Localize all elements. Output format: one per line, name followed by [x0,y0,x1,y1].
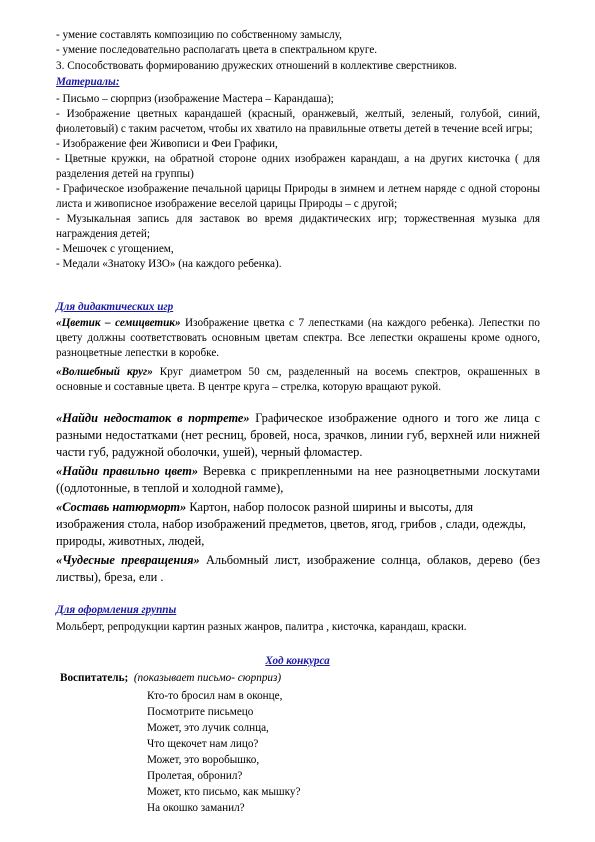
didactic-heading: Для дидактических игр [56,301,174,313]
game-title: «Волшебный круг» [56,366,153,378]
stage-direction: (показывает письмо- сюрприз) [133,672,282,684]
skill-item: - умение составлять композицию по собственному замыслу, [56,29,342,41]
material-item: - Цветные кружки, на обратной стороне одних изображен карандаш, а на других кисточка ( для разделения детей на группы) [56,153,540,180]
poem-line: На окошко заманил? [147,802,245,814]
game-description: Изображение цветка с 7 лепестками (на каждого ребенка). Лепестки по цвету должны соответствовать основным цветам спектра. Все лепестки окрашены кроме одного, разноцветные лепестки в коробке. [56,317,540,359]
material-item: - Мешочек с угощением, [56,243,174,255]
speaker-name: Воспитатель; [60,672,129,684]
game-description: Картон, набор полосок разной ширины и высоты, для изображения стола, набор изображений предметов, цветов, ягод, грибов , слади, одежды, природы, животных, людей, [56,500,527,548]
material-item: - Письмо – сюрприз (изображение Мастера – Карандаша); [56,93,334,105]
game-cvetik [56,316,540,361]
material-item: - Изображение цветных карандашей (красный, оранжевый, желтый, зеленый, голубой, синий, фиолетовый) с таким расчетом, чтобы их хватило на правильные ответы детей в течение всей игры; [56,108,540,135]
game-description: Круг диаметром 50 см, разделенный на восемь спектров, окрашенных в основные и составные цвета. В центре круга – стрелка, которую вращают рукой. [56,366,540,393]
poem-line: Может, это воробышко, [147,754,260,766]
game-volshebny-krug [56,365,540,395]
poem-line: Может, это лучик солнца, [147,722,269,734]
game-prevrashcheniya [56,552,540,586]
skill-item: - умение последовательно располагать цвета в спектральном круге. [56,44,378,56]
materials-heading: Материалы: [56,76,120,88]
material-item: - Медали «Знатоку ИЗО» (на каждого ребенка). [56,258,282,270]
poem-line: Посмотрите письмецо [147,706,254,718]
game-title: «Найди правильно цвет» [56,464,199,478]
game-description: Веревка с прикрепленными на нее разноцветными лоскутами ((одлотонные, в теплой и холодной гамме), [56,464,540,495]
poem-line: Пролетая, обронил? [147,770,243,782]
decor-text: Мольберт, репродукции картин разных жанров, палитра , кисточка, карандаш, краски. [56,621,467,633]
game-title: «Чудесные превращения» [56,553,200,567]
material-item: - Графическое изображение печальной царицы Природы в зимнем и летнем наряде с одной стороны листа и живописное изображение веселой царицы Природы – с другой; [56,183,540,210]
poem-line: Может, кто письмо, как мышку? [147,786,301,798]
material-item: - Изображение феи Живописи и Феи Графики, [56,138,278,150]
materials-list [56,92,540,272]
game-description: Альбомный лист, изображение солнца, облаков, дерево (без листвы), бреза, ели . [56,553,541,584]
poem-line: Что щекочет нам лицо? [147,738,259,750]
game-title: «Составь натюрморт» [56,500,187,514]
skills-list [56,28,540,58]
poem [147,688,447,816]
game-pravilno-cvet [56,463,540,497]
contest-heading: Ход конкурса [265,655,330,667]
speaker-line [60,671,544,686]
game-description: Графическое изображение одного и того же лица с разными недостатками (нет ресниц, бровей, носа, зрачков, линии губ, верхней или нижней части губ, радужной оболочки, ушей), черный фломастер. [56,411,540,459]
game-title: «Найди недостаток в портрете» [56,411,250,425]
game-portrait [56,410,540,461]
decor-heading: Для оформления группы [56,604,177,616]
poem-line: Кто-то бросил нам в оконце, [147,690,283,702]
game-title: «Цветик – семицветик» [56,317,181,329]
goal-3: 3. Способствовать формированию дружеских отношений в коллективе сверстников. [56,60,457,72]
material-item: - Музыкальная запись для заставок во время дидактических игр; торжественная музыка для награждения детей; [56,213,540,240]
game-natyurmort [56,499,536,550]
